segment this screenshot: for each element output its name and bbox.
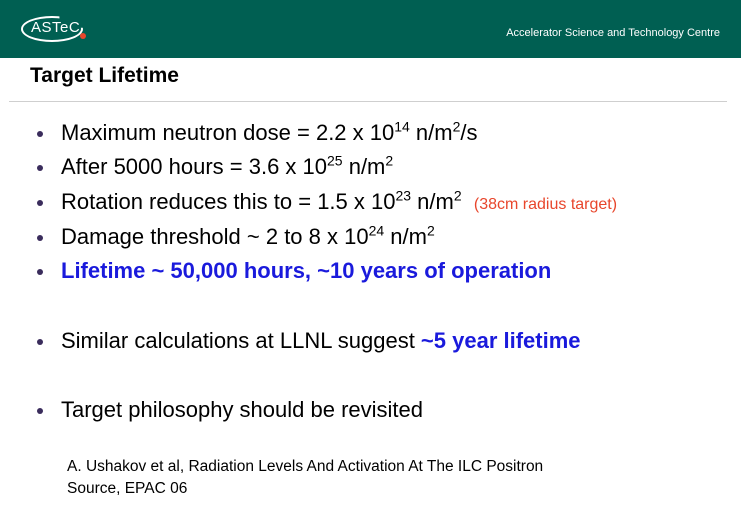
bullet-dot-icon	[37, 339, 43, 345]
logo-text: ASTeC	[31, 19, 81, 36]
bullet-lifetime: Lifetime ~ 50,000 hours, ~10 years of operation	[61, 258, 552, 283]
reference-citation: A. Ushakov et al, Radiation Levels And Activation At The ILC Positron Source, EPAC 06	[67, 458, 544, 497]
organization-name: Accelerator Science and Technology Centre	[506, 27, 720, 39]
radius-note: (38cm radius target)	[473, 196, 618, 213]
bullet-dot-icon	[37, 131, 43, 137]
bullet-dot-icon	[37, 269, 43, 275]
header-bar	[0, 0, 741, 58]
llnl-lifetime-highlight: ~5 year lifetime	[420, 328, 581, 353]
bullet-dot-icon	[37, 165, 43, 171]
slide-title: Target Lifetime	[30, 64, 179, 87]
title-divider	[9, 101, 727, 102]
bullet-dot-icon	[37, 235, 43, 241]
bullet-target-philosophy: Target philosophy should be revisited	[61, 397, 424, 422]
bullet-dot-icon	[37, 408, 43, 414]
bullet-llnl-calculations: Similar calculations at LLNL suggest ~5 year lifetime	[61, 328, 581, 353]
bullet-rotation-reduces: Rotation reduces this to = 1.5 x $10^{23}$ $n/m^2$ (38cm radius target)	[61, 187, 618, 214]
bullet-dot-icon	[37, 200, 43, 206]
bullet-max-neutron-dose: Maximum neutron dose = 2.2 x $10^{14}$ $n/m^2/s$	[61, 118, 478, 145]
bullet-damage-threshold: Damage threshold ~ 2 to 8 x $10^{24}$ $n/m^2$	[61, 222, 435, 249]
bullet-after-5000-hours: After 5000 hours = 3.6 x $10^{25}$ $n/m^2$	[61, 152, 394, 179]
logo-dot-icon	[80, 33, 86, 39]
